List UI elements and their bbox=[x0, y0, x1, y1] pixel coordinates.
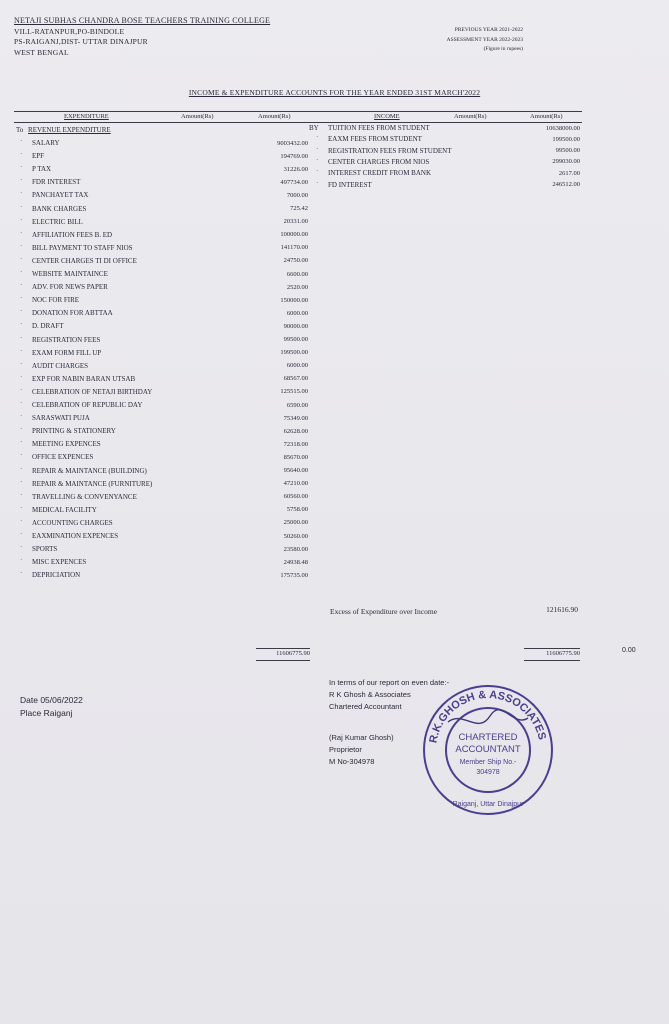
expenditure-amount: 125515.00 bbox=[280, 388, 308, 396]
row-bullet: ˙ bbox=[316, 169, 319, 178]
expenditure-row-label bbox=[20, 205, 86, 213]
college-header bbox=[14, 16, 270, 58]
row-bullet: ˙ bbox=[316, 135, 319, 144]
date-place bbox=[20, 694, 83, 720]
expenditure-label-text: CELEBRATION OF NETAJI BIRTHDAY bbox=[32, 387, 153, 396]
expenditure-row-label bbox=[20, 362, 88, 370]
row-bullet: ˙ bbox=[20, 440, 23, 449]
income-label-text: INTEREST CREDIT FROM BANK bbox=[328, 169, 432, 178]
income-amount: 2617.00 bbox=[558, 169, 580, 177]
other-total: 0.00 bbox=[622, 647, 636, 654]
income-row-label bbox=[316, 124, 430, 132]
expenditure-label-text: PRINTING & STATIONERY bbox=[32, 427, 116, 436]
income-amount: 199500.00 bbox=[552, 135, 580, 143]
expenditure-label-text: REPAIR & MAINTANCE (FURNITURE) bbox=[32, 479, 153, 488]
row-bullet: ˙ bbox=[20, 165, 23, 174]
expenditure-row-label bbox=[20, 349, 101, 357]
row-bullet: ˙ bbox=[20, 139, 23, 147]
expenditure-row-label bbox=[20, 467, 147, 475]
row-bullet: ˙ bbox=[20, 243, 23, 252]
expenditure-row-label bbox=[20, 545, 57, 553]
row-bullet: ˙ bbox=[20, 532, 23, 540]
expenditure-amount: 175735.00 bbox=[280, 571, 308, 579]
expenditure-amount: 95640.00 bbox=[283, 467, 308, 474]
expenditure-label-text: ELECTRIC BILL bbox=[32, 217, 83, 226]
row-bullet: ˙ bbox=[20, 374, 23, 383]
stamp-ring-text: R.K.GHOSH & ASSOCIATES bbox=[427, 688, 548, 745]
row-bullet: ˙ bbox=[20, 256, 23, 265]
expenditure-row-label bbox=[20, 427, 116, 435]
income-row-label bbox=[316, 169, 431, 177]
expenditure-amount: 24938.48 bbox=[283, 558, 308, 566]
stamp-bottom: Raiganj, Uttar Dinajpur bbox=[452, 801, 524, 808]
expenditure-label-text: TRAVELLING & CONVENYANCE bbox=[32, 492, 137, 501]
expenditure-amount: 47210.00 bbox=[283, 480, 308, 488]
expenditure-row-label bbox=[20, 283, 108, 291]
row-bullet: ˙ bbox=[20, 492, 23, 501]
income-label-text: REGISTRATION FEES FROM STUDENT bbox=[328, 146, 452, 155]
expenditure-row-label bbox=[20, 165, 51, 173]
expenditure-label-text: DEPRICIATION bbox=[32, 571, 81, 580]
expenditure-row-label bbox=[20, 178, 80, 186]
expenditure-row-label bbox=[20, 440, 101, 448]
income-label-text: EAXM FEES FROM STUDENT bbox=[328, 135, 422, 144]
table-header-rule bbox=[14, 122, 582, 123]
expenditure-label-text: CENTER CHARGES TI DI OFFICE bbox=[32, 256, 137, 265]
expenditure-label-text: CELEBRATION OF REPUBLIC DAY bbox=[32, 401, 143, 409]
expenditure-label-text: ADV. FOR NEWS PAPER bbox=[32, 283, 108, 292]
expenditure-label-text: REGISTRATION FEES bbox=[32, 335, 101, 344]
firm-title: Chartered Accountant bbox=[329, 702, 402, 711]
expenditure-amount: 24750.00 bbox=[283, 257, 308, 265]
date-text: Date 05/06/2022 bbox=[20, 695, 83, 705]
expenditure-amount: 20331.00 bbox=[283, 218, 308, 226]
expenditure-label-text: EAXMINATION EXPENCES bbox=[32, 532, 119, 540]
exp-amount-header-1: Amount(Rs) bbox=[181, 113, 214, 120]
expenditure-label-text: SARASWATI PUJA bbox=[32, 414, 90, 423]
income-label-text: TUITION FEES FROM STUDENT bbox=[328, 124, 430, 132]
expenditure-row-label bbox=[20, 388, 152, 396]
expenditure-row-label bbox=[20, 296, 79, 304]
revenue-heading bbox=[16, 126, 111, 134]
excess-amount: 121616.90 bbox=[546, 605, 578, 614]
income-row-label bbox=[316, 135, 422, 143]
expenditure-row-label bbox=[20, 506, 97, 514]
expenditure-row-label bbox=[20, 532, 118, 540]
figures-note: (Figure in rupees) bbox=[483, 46, 523, 52]
expenditure-amount: 62628.00 bbox=[283, 427, 308, 435]
expenditure-row-label bbox=[20, 270, 108, 278]
expenditure-row-label bbox=[20, 139, 60, 147]
expenditure-label-text: AUDIT CHARGES bbox=[32, 361, 89, 370]
expenditure-amount: 25000.00 bbox=[283, 519, 308, 527]
row-bullet: ˙ bbox=[20, 387, 23, 396]
exp-amount-header-2: Amount(Rs) bbox=[258, 113, 291, 120]
expenditure-row-label bbox=[20, 322, 64, 330]
expenditure-row-label bbox=[20, 152, 44, 160]
stamp-line4: 304978 bbox=[476, 769, 500, 776]
expenditure-amount: 85670.00 bbox=[283, 453, 308, 461]
expenditure-label-text: SALARY bbox=[32, 139, 60, 147]
expenditure-amount: 141170.00 bbox=[280, 244, 308, 252]
expenditure-label-text: ACCOUNTING CHARGES bbox=[32, 518, 113, 527]
expenditure-label-text: PANCHAYET TAX bbox=[32, 191, 89, 200]
row-bullet: ˙ bbox=[20, 466, 23, 475]
expenditure-total: 11606775.90 bbox=[256, 648, 310, 661]
place-text: Place Raiganj bbox=[20, 708, 73, 718]
expenditure-row-label bbox=[20, 480, 152, 488]
income-amount: 299030.00 bbox=[552, 158, 580, 166]
signatory bbox=[329, 732, 394, 768]
college-name: NETAJI SUBHAS CHANDRA BOSE TEACHERS TRAINING COLLEGE bbox=[14, 16, 271, 25]
expenditure-label-text: NOC FOR FIRE bbox=[32, 296, 80, 305]
expenditure-amount: 6600.00 bbox=[286, 270, 308, 278]
address-line: PS-RAIGANJ,DIST- UTTAR DINAJPUR bbox=[14, 37, 148, 46]
expenditure-label-text: D. DRAFT bbox=[32, 322, 64, 331]
row-bullet: ˙ bbox=[20, 361, 23, 370]
expenditure-row-label bbox=[20, 375, 135, 383]
row-bullet: ˙ bbox=[20, 191, 23, 200]
row-bullet: ˙ bbox=[20, 571, 23, 580]
expenditure-label-text: WEBSITE MAINTAINCE bbox=[32, 270, 108, 278]
expenditure-row-label bbox=[20, 231, 112, 239]
income-column-header: INCOME bbox=[374, 113, 400, 120]
expenditure-row-label bbox=[20, 244, 133, 252]
statement-title: INCOME & EXPENDITURE ACCOUNTS FOR THE YEAR ENDED 31ST MARCH'2022 bbox=[188, 88, 481, 97]
expenditure-amount: 497734.00 bbox=[280, 178, 308, 186]
row-bullet: ˙ bbox=[20, 505, 23, 514]
row-bullet: ˙ bbox=[20, 283, 23, 292]
row-bullet: ˙ bbox=[20, 204, 23, 213]
expenditure-row-label bbox=[20, 414, 90, 422]
ca-stamp bbox=[418, 680, 558, 820]
income-amount: 10638000.00 bbox=[545, 124, 580, 132]
expenditure-row-label bbox=[20, 493, 137, 501]
expenditure-amount: 2520.00 bbox=[286, 283, 308, 291]
row-bullet: ˙ bbox=[20, 309, 23, 318]
row-bullet: ˙ bbox=[20, 414, 23, 423]
inc-amount-header-2: Amount(Rs) bbox=[530, 113, 563, 120]
signer-name: (Raj Kumar Ghosh) bbox=[329, 733, 394, 742]
row-bullet: ˙ bbox=[20, 427, 23, 436]
expenditure-amount: 7000.00 bbox=[286, 191, 308, 199]
expenditure-label-text: BILL PAYMENT TO STAFF NIOS bbox=[32, 243, 133, 252]
expenditure-row-label bbox=[20, 558, 86, 566]
row-bullet: ˙ bbox=[316, 180, 319, 189]
signature-scribble bbox=[448, 710, 528, 724]
expenditure-row-label bbox=[20, 336, 100, 344]
expenditure-label-text: AFFILIATION FEES B. ED bbox=[32, 230, 113, 239]
signer-role: Proprietor bbox=[329, 745, 362, 754]
row-bullet: ˙ bbox=[20, 322, 23, 331]
expenditure-amount: 31226.00 bbox=[283, 165, 308, 173]
expenditure-amount: 90000.00 bbox=[283, 322, 308, 330]
expenditure-amount: 725.42 bbox=[290, 205, 308, 212]
expenditure-row-label bbox=[20, 257, 137, 265]
expenditure-amount: 5758.00 bbox=[286, 506, 308, 514]
expenditure-row-label bbox=[20, 401, 142, 409]
expenditure-label-text: MEDICAL FACILITY bbox=[32, 505, 97, 514]
expenditure-amount: 68567.00 bbox=[283, 375, 308, 383]
row-bullet: ˙ bbox=[20, 558, 23, 567]
expenditure-label-text: EXAM FORM FILL UP bbox=[32, 348, 102, 357]
row-bullet: ˙ bbox=[20, 178, 23, 187]
expenditure-amount: 23580.00 bbox=[283, 545, 308, 553]
expenditure-label-text: OFFICE EXPENCES bbox=[32, 453, 94, 462]
expenditure-label-text: FDR INTEREST bbox=[32, 178, 81, 187]
expenditure-amount: 100000.00 bbox=[280, 231, 308, 239]
income-label-text: CENTER CHARGES FROM NIOS bbox=[328, 157, 430, 166]
expenditure-label-text: REPAIR & MAINTANCE (BUILDING) bbox=[32, 466, 147, 475]
expenditure-amount: 9003432.00 bbox=[277, 139, 308, 147]
stamp-line3: Member Ship No.- bbox=[459, 759, 517, 766]
assessment-year: ASSESSMENT YEAR 2022-2023 bbox=[446, 36, 523, 43]
expenditure-amount: 6000.00 bbox=[286, 309, 308, 317]
expenditure-amount: 6000.00 bbox=[286, 362, 308, 370]
row-bullet: ˙ bbox=[20, 296, 23, 305]
income-label-text: FD INTEREST bbox=[328, 180, 372, 189]
expenditure-amount: 194769.00 bbox=[280, 152, 308, 160]
row-bullet: ˙ bbox=[20, 518, 23, 527]
table-top-rule bbox=[14, 111, 582, 112]
to-label: To bbox=[16, 126, 24, 134]
expenditure-label-text: MEETING EXPENCES bbox=[32, 440, 101, 449]
expenditure-label-text: BANK CHARGES bbox=[32, 204, 87, 213]
row-bullet: ˙ bbox=[20, 453, 23, 462]
income-amount: 99500.00 bbox=[555, 147, 580, 155]
row-bullet: ˙ bbox=[20, 230, 23, 239]
row-bullet: ˙ bbox=[316, 157, 319, 166]
row-bullet: ˙ bbox=[20, 348, 23, 357]
by-label: BY bbox=[309, 124, 319, 132]
report-line: In terms of our report on even date:- bbox=[329, 678, 450, 687]
revenue-heading-text: REVENUE EXPENDITURE bbox=[28, 126, 111, 134]
row-bullet: ˙ bbox=[20, 152, 23, 161]
row-bullet: ˙ bbox=[20, 270, 23, 278]
income-amount: 246512.00 bbox=[552, 181, 580, 188]
excess-label: Excess of Expenditure over Income bbox=[330, 607, 438, 616]
expenditure-column-header: EXPENDITURE bbox=[64, 113, 109, 120]
stamp-line1: CHARTERED bbox=[458, 732, 518, 743]
address-line: VILL-RATANPUR,PO-BINDOLE bbox=[14, 26, 125, 36]
expenditure-row-label bbox=[20, 191, 88, 199]
expenditure-label-text: EXP FOR NABIN BARAN UTSAB bbox=[32, 374, 136, 383]
expenditure-amount: 60560.00 bbox=[283, 493, 308, 501]
expenditure-label-text: DONATION FOR ABTTAA bbox=[32, 309, 113, 318]
expenditure-row-label bbox=[20, 519, 113, 527]
row-bullet: ˙ bbox=[20, 479, 23, 488]
income-row-label bbox=[316, 181, 372, 189]
expenditure-label-text: EPF bbox=[32, 152, 45, 161]
firm-name: R K Ghosh & Associates bbox=[329, 690, 411, 699]
row-bullet: ˙ bbox=[20, 545, 23, 554]
row-bullet: ˙ bbox=[20, 401, 23, 409]
expenditure-amount: 75349.00 bbox=[283, 414, 308, 422]
income-row-label bbox=[316, 158, 429, 166]
expenditure-amount: 199500.00 bbox=[280, 349, 308, 357]
year-header bbox=[447, 26, 523, 55]
expenditure-row-label bbox=[20, 309, 113, 317]
expenditure-amount: 72318.00 bbox=[283, 440, 308, 448]
expenditure-row-label bbox=[20, 571, 80, 579]
previous-year: PREVIOUS YEAR 2021-2022 bbox=[454, 27, 523, 33]
expenditure-label-text: SPORTS bbox=[32, 545, 58, 554]
member-number: M No-304978 bbox=[329, 757, 375, 766]
expenditure-amount: 50260.00 bbox=[283, 532, 308, 540]
inc-amount-header-1: Amount(Rs) bbox=[454, 113, 487, 120]
row-bullet: ˙ bbox=[20, 217, 23, 226]
expenditure-amount: 150000.00 bbox=[280, 296, 308, 304]
expenditure-row-label bbox=[20, 453, 93, 461]
row-bullet: ˙ bbox=[20, 335, 23, 344]
expenditure-row-label bbox=[20, 218, 83, 226]
expenditure-label-text: MISC EXPENCES bbox=[32, 558, 87, 567]
row-bullet: ˙ bbox=[316, 146, 319, 155]
address-line: WEST BENGAL bbox=[14, 47, 69, 57]
income-total: 11606775.90 bbox=[524, 648, 580, 661]
income-row-label bbox=[316, 147, 451, 155]
expenditure-label-text: P TAX bbox=[32, 165, 52, 174]
stamp-line2: ACCOUNTANT bbox=[455, 744, 521, 755]
expenditure-amount: 99500.00 bbox=[283, 336, 308, 343]
expenditure-amount: 6590.00 bbox=[286, 401, 308, 409]
